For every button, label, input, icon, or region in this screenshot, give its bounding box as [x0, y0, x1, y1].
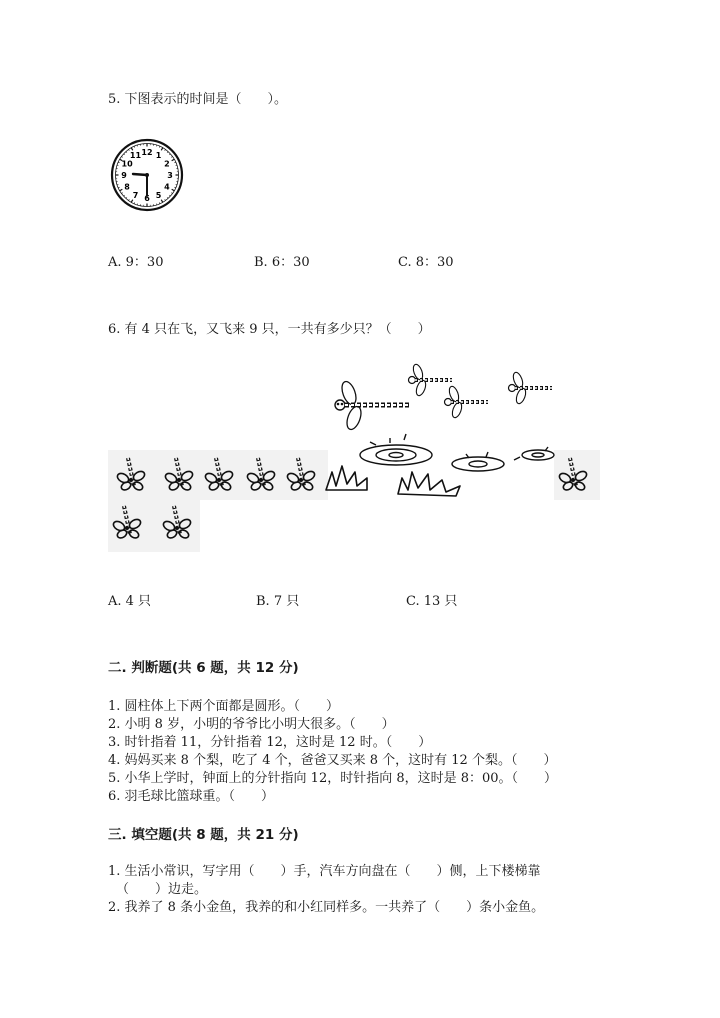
judge-item-1: 1. 圆柱体上下两个面都是圆形。（ ） — [108, 699, 340, 714]
q6-option-b[interactable]: B. 7 只 — [256, 594, 300, 609]
dragonfly-pond-illustration — [108, 360, 600, 552]
clock-numeral: 8 — [124, 182, 130, 192]
question-6-text: 6. 有 4 只在飞，又飞来 9 只，一共有多少只？（ ） — [108, 322, 431, 337]
fill-item-1-line-2: （ ）边走。 — [116, 882, 208, 897]
judge-item-5: 5. 小华上学时，钟面上的分针指向 12，时针指向 8，这时是 8：00。（ ） — [108, 771, 558, 786]
fill-item-1-line-1: 1. 生活小常识，写字用（ ）手，汽车方向盘在（ ）侧，上下楼梯靠 — [108, 864, 541, 879]
q5-option-c[interactable]: C. 8：30 — [398, 255, 454, 270]
clock-numeral: 9 — [121, 171, 127, 180]
clock-illustration — [110, 138, 184, 212]
judge-item-6: 6. 羽毛球比篮球重。（ ） — [108, 789, 275, 804]
section-3-title: 三. 填空题(共 8 题，共 21 分) — [108, 827, 299, 843]
q5-option-b[interactable]: B. 6：30 — [254, 255, 310, 270]
clock-numeral: 1 — [155, 151, 162, 161]
clock-numeral: 5 — [155, 190, 162, 200]
judge-item-2: 2. 小明 8 岁，小明的爷爷比小明大很多。（ ） — [108, 717, 395, 732]
flying-dragonfly — [509, 371, 553, 405]
section-2-title: 二. 判断题(共 6 题，共 12 分) — [108, 660, 299, 676]
clock-numeral: 2 — [164, 159, 170, 169]
q6-option-c[interactable]: C. 13 只 — [406, 594, 458, 609]
clock-numeral: 10 — [121, 159, 133, 169]
clock-numeral: 6 — [144, 194, 150, 203]
clock-numeral: 12 — [141, 148, 153, 157]
clock-numeral: 4 — [164, 182, 170, 192]
flying-dragonfly — [445, 385, 489, 419]
judge-item-3: 3. 时针指着 11，分针指着 12，这时是 12 时。（ ） — [108, 735, 432, 750]
clock-numeral: 11 — [129, 151, 142, 161]
clock-numeral: 7 — [132, 190, 139, 200]
hour-hand — [133, 174, 147, 175]
fill-item-2: 2. 我养了 8 条小金鱼，我养的和小红同样多。一共养了（ ）条小金鱼。 — [108, 900, 545, 915]
flying-dragonfly — [335, 380, 410, 432]
q5-option-a[interactable]: A. 9：30 — [108, 255, 164, 270]
clock-numeral: 3 — [167, 171, 173, 180]
question-5-text: 5. 下图表示的时间是（ ）。 — [108, 92, 288, 107]
judge-item-4: 4. 妈妈买来 8 个梨，吃了 4 个，爸爸又买来 8 个，这时有 12 个梨。（ ） — [108, 753, 557, 768]
q6-option-a[interactable]: A. 4 只 — [108, 594, 152, 609]
flying-dragonfly — [409, 363, 453, 397]
